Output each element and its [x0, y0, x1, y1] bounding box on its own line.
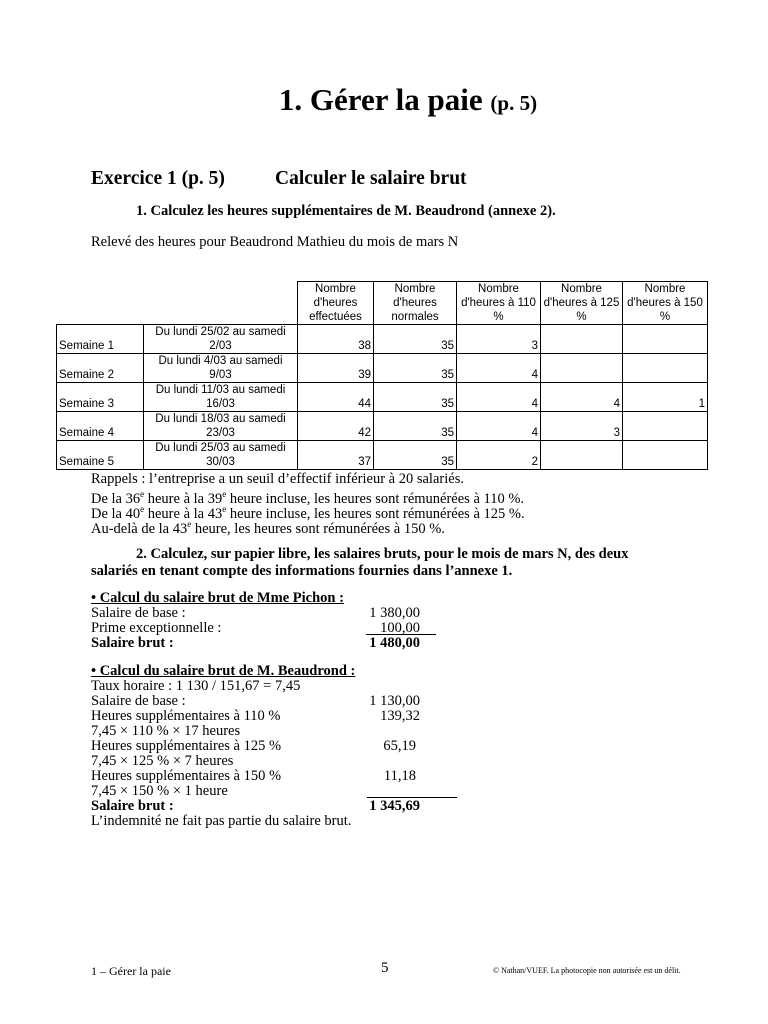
cell-150 — [623, 354, 708, 383]
col-header-110: Nombre d'heures à 110 % — [457, 282, 541, 325]
week-label: Semaine 2 — [57, 354, 144, 383]
week-label: Semaine 3 — [57, 383, 144, 412]
beaudrond-brut-value: 1 345,69 — [369, 798, 420, 814]
pichon-base-label: Salaire de base : — [91, 605, 186, 621]
question-2: 2. Calculez, sur papier libre, les salaires bruts, pour le mois de mars N, des deux salariés en tenant compte des informations fournies dans l’annexe 1. — [91, 546, 629, 579]
page-title-text: 1. Gérer la paie — [278, 82, 483, 117]
cell-150 — [623, 441, 708, 470]
week-period: Du lundi 11/03 au samedi 16/03 — [144, 383, 298, 412]
cell-125 — [541, 354, 623, 383]
rappel-text: Au-delà de la 43 — [91, 520, 188, 537]
pichon-prime-label: Prime exceptionnelle : — [91, 620, 222, 636]
cell-effectuees: 39 — [298, 354, 374, 383]
cell-150 — [623, 325, 708, 354]
cell-110: 4 — [457, 412, 541, 441]
table-row — [57, 325, 708, 354]
rappel-text: De la 36 — [91, 490, 141, 507]
ordinal-sup: e — [222, 489, 227, 499]
rappel-text: De la 40 — [91, 505, 141, 522]
footer-chapter: 1 – Gérer la paie — [91, 964, 171, 978]
rappel-line-4 — [91, 517, 445, 537]
exercise-subtitle: Calculer le salaire brut — [275, 168, 467, 189]
col-header-normales: Nombre d'heures normales — [374, 282, 457, 325]
cell-effectuees: 38 — [298, 325, 374, 354]
page-title — [0, 82, 768, 118]
hs125-value: 65,19 — [383, 738, 416, 754]
week-period: Du lundi 25/02 au samedi 2/03 — [144, 325, 298, 354]
col-header-150: Nombre d'heures à 150 % — [623, 282, 708, 325]
cell-110: 2 — [457, 441, 541, 470]
hs125-label: Heures supplémentaires à 125 % — [91, 738, 282, 754]
cell-effectuees: 44 — [298, 383, 374, 412]
ordinal-sup: e — [222, 504, 227, 514]
rappel-text: heure, les heures sont rémunérées à 150 %. — [191, 520, 445, 537]
ordinal-sup: e — [187, 519, 192, 529]
ordinal-sup: e — [140, 489, 145, 499]
exercise-label: Exercice 1 (p. 5) — [91, 168, 225, 189]
cell-effectuees: 42 — [298, 412, 374, 441]
beaudrond-base-value: 1 130,00 — [369, 693, 420, 709]
page-number: 5 — [381, 960, 389, 976]
week-period: Du lundi 25/03 au samedi 30/03 — [144, 441, 298, 470]
pichon-brut-value: 1 480,00 — [369, 635, 420, 651]
cell-125 — [541, 441, 623, 470]
ordinal-sup: e — [140, 504, 145, 514]
pichon-heading: • Calcul du salaire brut de Mme Pichon : — [91, 590, 344, 606]
week-label: Semaine 4 — [57, 412, 144, 441]
page-title-ref: (p. 5) — [490, 91, 538, 115]
table-row — [57, 383, 708, 412]
hs150-calc: 7,45 × 150 % × 1 heure — [91, 783, 228, 799]
question-1: 1. Calculez les heures supplémentaires de M. Beaudrond (annexe 2). — [136, 203, 556, 219]
cell-normales: 35 — [374, 412, 457, 441]
hs110-value: 139,32 — [380, 708, 420, 724]
week-label: Semaine 5 — [57, 441, 144, 470]
week-period: Du lundi 4/03 au samedi 9/03 — [144, 354, 298, 383]
hs110-label: Heures supplémentaires à 110 % — [91, 708, 281, 724]
cell-normales: 35 — [374, 325, 457, 354]
releve-heading: Relevé des heures pour Beaudrond Mathieu du mois de mars N — [91, 234, 459, 250]
col-header-effectuees: Nombre d'heures effectuées — [298, 282, 374, 325]
rappel-line-1: Rappels : l’entreprise a un seuil d’effectif inférieur à 20 salariés. — [91, 471, 464, 487]
beaudrond-heading: • Calcul du salaire brut de M. Beaudrond : — [91, 663, 356, 679]
beaudrond-base-label: Salaire de base : — [91, 693, 186, 709]
cell-110: 4 — [457, 354, 541, 383]
cell-normales: 35 — [374, 354, 457, 383]
footer-copyright: © Nathan/VUEF. La photocopie non autorisée est un délit. — [493, 966, 681, 975]
table-row — [57, 412, 708, 441]
cell-110: 4 — [457, 383, 541, 412]
cell-normales: 35 — [374, 383, 457, 412]
rappel-text: heure à la 39 — [144, 490, 223, 507]
col-header-125: Nombre d'heures à 125 % — [541, 282, 623, 325]
hs150-label: Heures supplémentaires à 150 % — [91, 768, 282, 784]
week-period: Du lundi 18/03 au samedi 23/03 — [144, 412, 298, 441]
table-row — [57, 354, 708, 383]
cell-110: 3 — [457, 325, 541, 354]
cell-125: 4 — [541, 383, 623, 412]
table-header-row — [57, 282, 708, 325]
table-corner — [144, 282, 298, 325]
hours-table — [56, 281, 708, 470]
indemnite-note: L’indemnité ne fait pas partie du salaire brut. — [91, 813, 352, 829]
beaudrond-brut-label: Salaire brut : — [91, 798, 174, 814]
rappel-text: heure incluse, les heures sont rémunérées à 125 %. — [226, 505, 525, 522]
week-label: Semaine 1 — [57, 325, 144, 354]
cell-150 — [623, 412, 708, 441]
cell-normales: 35 — [374, 441, 457, 470]
pichon-prime-value: 100,00 — [380, 620, 420, 636]
hs110-calc: 7,45 × 110 % × 17 heures — [91, 723, 241, 739]
cell-125 — [541, 325, 623, 354]
table-row — [57, 441, 708, 470]
cell-effectuees: 37 — [298, 441, 374, 470]
rappel-text: heure incluse, les heures sont rémunérées à 110 %. — [226, 490, 525, 507]
cell-125: 3 — [541, 412, 623, 441]
rappel-text: heure à la 43 — [144, 505, 223, 522]
pichon-brut-label: Salaire brut : — [91, 635, 174, 651]
table-corner — [57, 282, 144, 325]
cell-150: 1 — [623, 383, 708, 412]
beaudrond-taux: Taux horaire : 1 130 / 151,67 = 7,45 — [91, 678, 301, 694]
hs125-calc: 7,45 × 125 % × 7 heures — [91, 753, 234, 769]
pichon-base-value: 1 380,00 — [369, 605, 420, 621]
hs150-value: 11,18 — [383, 768, 416, 784]
